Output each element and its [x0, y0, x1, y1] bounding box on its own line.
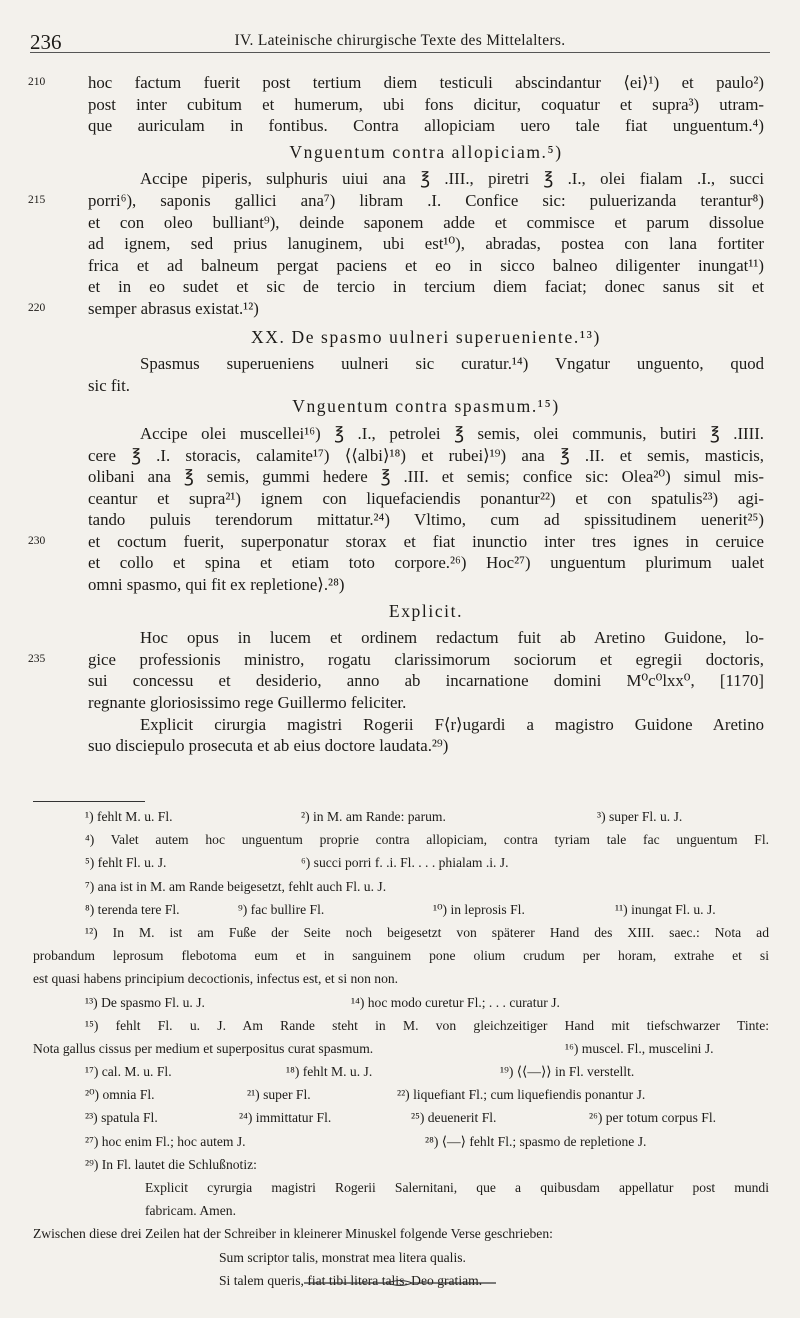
footnote: ¹⁵) fehlt Fl. u. J. Am Rande steht in M. von gleichzeitiger Hand mit tiefschwarzer Tinte: [85, 1017, 769, 1033]
footnote-rule [33, 801, 145, 802]
footnote: ⁸) terenda tere Fl. [85, 901, 180, 917]
text-line: olibani ana ℥ semis, gummi hedere ℥ .III. et semis; confice sic: Olea²⁰) simul mis- [88, 467, 764, 487]
text-line: Accipe piperis, sulphuris uiui ana ℥ .III., piretri ℥ .I., olei fialam .I., succi [140, 169, 764, 189]
text-line: Explicit cirurgia magistri Rogerii F⟨r⟩ugardi a magistro Guidone Aretino [140, 714, 764, 734]
text-line: post inter cubitum et humerum, ubi fons dicitur, coquatur et supra³) utram- [88, 94, 764, 114]
text-line: 215 porri⁶), saponis gallici ana⁷) libram .I. Confice sic: puluerizanda terantur⁸) [28, 190, 764, 210]
text-line: et collo et spina et etiam toto corpore.²⁶) Hoc²⁷) unguentum plurimum ualet [88, 553, 764, 573]
text-line: cere ℥ .I. storacis, calamite¹⁷) ⟨⟨albi⟩¹⁸) et rubei⟩¹⁹) ana ℥ .II. et semis, masticis, [88, 445, 764, 465]
text-line: Hoc opus in lucem et ordinem redactum fuit ab Aretino Guidone, lo- [140, 628, 764, 648]
footnote: ¹⁷) cal. M. u. Fl. [85, 1064, 172, 1080]
text-line: omni spasmo, qui fit ex repletione⟩.²⁸) [88, 575, 345, 595]
line-number: 230 [28, 534, 46, 547]
text-line: et con oleo bulliant⁹), deinde saponem adde et commisce et parum dissolue [88, 212, 764, 232]
footnote-row [33, 898, 769, 921]
text-line: que auriculam in fontibus. Contra allopiciam uero tale fiat unguentum.⁴) [88, 116, 764, 136]
footnote-quote: fabricam. Amen. [145, 1203, 236, 1219]
footnote: ²⁶) per totum corpus Fl. [589, 1110, 716, 1126]
footnote: ¹¹) inungat Fl. u. J. [615, 901, 716, 917]
end-ornament [304, 1279, 496, 1287]
page-number: 236 [30, 30, 62, 54]
footnote: ²⁴) immittatur Fl. [239, 1110, 332, 1126]
footnote-row [33, 991, 769, 1014]
text-line: frica et ad balneum pergat paciens et eo in sicco balneo diligenter inungat¹¹) [88, 255, 764, 275]
text-line: ad ignem, sed prius lanuginem, ubi est¹⁰), abradas, postea con lana fortiter [88, 234, 764, 254]
text-line: suo disciepulo prosecuta et ab eius doctore laudata.²⁹) [88, 736, 449, 756]
chapter-heading: XX. De spasmo uulneri superueniente.¹³) [251, 326, 601, 347]
footnote: ¹⁸) fehlt M. u. J. [286, 1064, 373, 1080]
text-line: 220 semper abrasus existat.¹²) [28, 298, 259, 318]
footnote: ¹²) In M. ist am Fuße der Seite noch beigesetzt von späterer Hand des XIII. saec.: Nota ad [85, 924, 769, 940]
running-title: IV. Lateinische chirurgische Texte des Mittelalters. [234, 32, 566, 49]
footnote-row [33, 1037, 769, 1060]
footnote-row [33, 1130, 769, 1153]
text-line: ceantur et supra²¹) ignem con liquefaciendis ponantur²²) et con spatulis²³) agi- [88, 488, 764, 508]
text-line: 235 gice professionis ministro, rogatu clarissimorum sociorum et egregii doctoris, [28, 649, 764, 669]
footnote: ²⁹) In Fl. lautet die Schlußnotiz: [85, 1156, 257, 1172]
footnote: ¹⁹) ⟨⟨—⟩⟩ in Fl. verstellt. [500, 1064, 635, 1080]
line-number: 215 [28, 193, 46, 206]
section-heading: Explicit. [388, 600, 464, 621]
footnote: ⁷) ana ist in M. am Rande beigesetzt, fehlt auch Fl. u. J. [85, 878, 387, 894]
line-number: 210 [28, 76, 46, 88]
footnote-row [33, 1083, 769, 1106]
section-heading: Vnguentum contra spasmum.¹⁵) [292, 396, 560, 417]
footnote-verse: Sum scriptor talis, monstrat mea litera qualis. [219, 1249, 466, 1265]
footnote-row [33, 1106, 769, 1129]
footnote: ²) in M. am Rande: parum. [301, 809, 446, 824]
footnote: Zwischen diese drei Zeilen hat der Schreiber in kleinerer Minuskel folgende Verse geschrieben: [33, 1226, 553, 1242]
footnote: ¹⁶) muscel. Fl., muscelini J. [565, 1040, 714, 1056]
footnote: ³) super Fl. u. J. [597, 809, 683, 824]
text-line: Spasmus superueniens uulneri sic curatur.¹⁴) Vngatur unguento, quod [140, 354, 764, 374]
line-number: 235 [28, 652, 46, 665]
footnote: ²³) spatula Fl. [85, 1110, 158, 1126]
footnote: ⁴) Valet autem hoc unguentum proprie contra allopiciam, contra tyriam tale fac unguentum Fl. [85, 832, 769, 848]
footnote: ²⁵) deuenerit Fl. [411, 1110, 497, 1126]
footnote: ¹³) De spasmo Fl. u. J. [85, 994, 205, 1010]
text-line: 230 et coctum fuerit, superponatur storax et fiat inunctio inter tres ignes in ceruice [28, 531, 764, 551]
footnote-row [33, 805, 769, 828]
footnote: ¹⁰) in leprosis Fl. [433, 901, 525, 917]
footnote: ¹) fehlt M. u. Fl. [85, 809, 173, 824]
footnote: ²⁸) ⟨—⟩ fehlt Fl.; spasmo de repletione J. [425, 1133, 647, 1149]
footnote-row [33, 1153, 769, 1176]
footnote: ²⁰) omnia Fl. [85, 1087, 155, 1103]
footnote: ⁵) fehlt Fl. u. J. [85, 855, 167, 871]
text-line: et in eo sudet et sic de tercio in tercium diem faciat; donec sanus sit et [88, 277, 764, 297]
footnote: ²⁷) hoc enim Fl.; hoc autem J. [85, 1133, 246, 1149]
text-line: Accipe olei muscellei¹⁶) ℥ .I., petrolei ℥ semis, olei communis, butiri ℥ .IIII. [140, 423, 764, 443]
text-line: sui concessu et desiderio, anno ab incarnatione domini M⁰c⁰lxx⁰, [1170] [88, 671, 764, 691]
footnotes [33, 805, 769, 1292]
footnote-verse: Si talem queris, fiat tibi litera talis. Deo gratiam. [219, 1272, 483, 1288]
footnote-quote: Explicit cyrurgia magistri Rogerii Salernitani, que a quibusdam appellatur post mundi [145, 1180, 769, 1195]
running-head [30, 26, 770, 53]
footnote: ⁶) succi porri f. .i. Fl. . . . phialam .i. J. [301, 855, 509, 871]
footnote: ²¹) super Fl. [247, 1087, 311, 1103]
footnote: probandum leprosum flebotoma eum et in sanguinem pone olium crudum per horam, extrahe et si [33, 948, 769, 964]
main-text [28, 72, 764, 757]
footnote-row [33, 851, 769, 874]
line-number: 220 [28, 301, 46, 314]
footnote: Nota gallus cissus per medium et superpositus curat spasmum. [33, 1040, 374, 1056]
text-line: sic fit. [88, 375, 130, 395]
text-line: regnante gloriosissimo rege Guillermo feliciter. [88, 693, 407, 713]
text-line: 210 hoc factum fuerit post tertium diem testiculi abscindantur ⟨ei⟩¹) et paulo²) [28, 73, 764, 92]
footnote: ⁹) fac bullire Fl. [238, 901, 325, 917]
section-heading: Vnguentum contra allopiciam.⁵) [289, 141, 563, 162]
footnote: ¹⁴) hoc modo curetur Fl.; . . . curatur J. [351, 994, 560, 1010]
footnote-row [33, 875, 769, 898]
text-line: tando puluis terendorum mittatur.²⁴) Vltimo, cum ad spissitudinem uenerit²⁵) [88, 510, 764, 530]
footnote-row [33, 1060, 769, 1083]
footnote: ²²) liquefiant Fl.; cum liquefiendis ponantur J. [397, 1087, 646, 1103]
footnote: est quasi habens principium decoctionis, infectus est, et si non non. [33, 971, 399, 987]
